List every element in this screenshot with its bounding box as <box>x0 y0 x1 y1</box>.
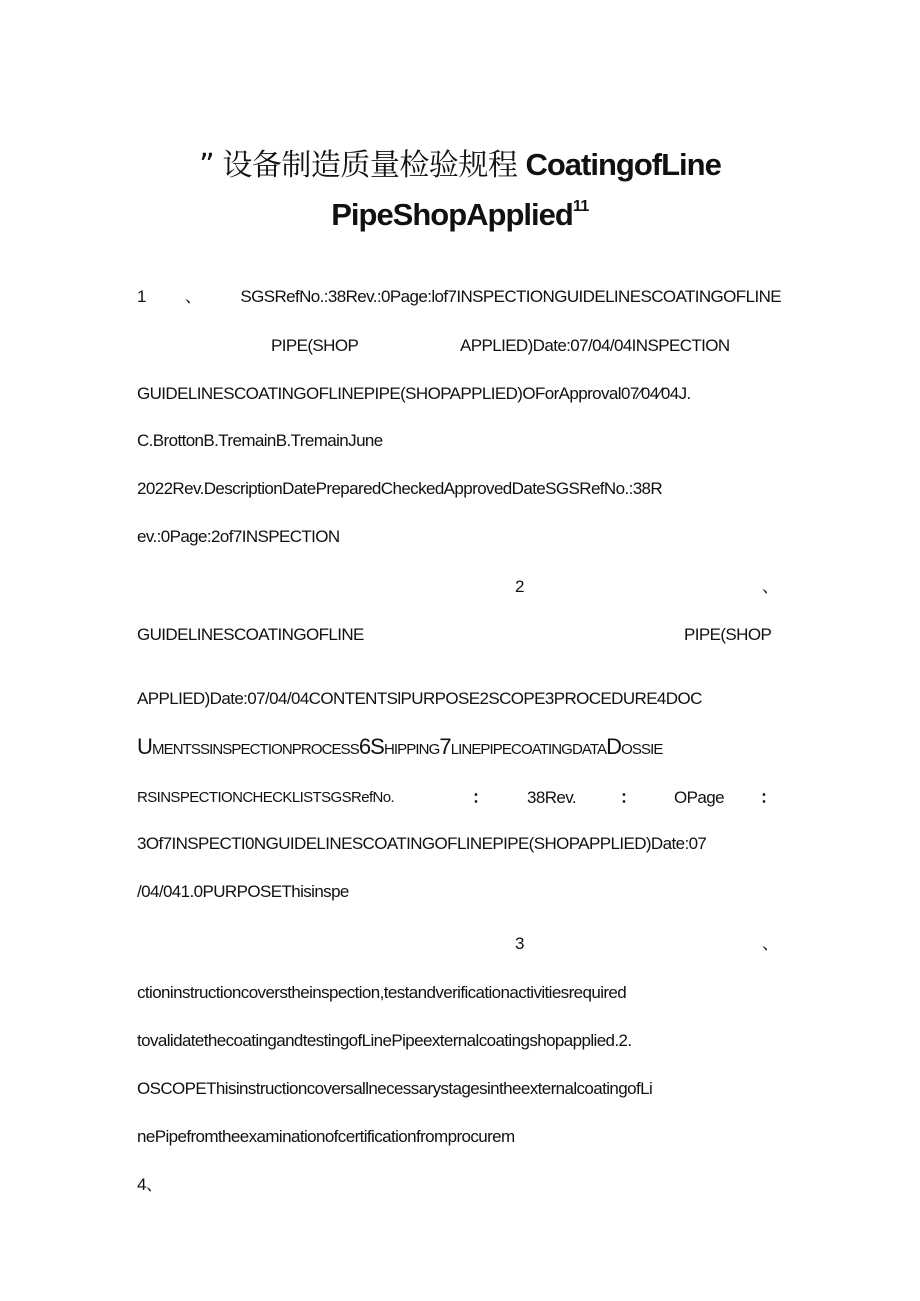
body-line-14: tovalidatethecoatingandtestingofLinePipeexternalcoatingshopapplied.2. <box>137 1031 632 1050</box>
body-line-10a: RSINSPECTIONCHECKLISTSGSRefNo. <box>137 789 395 806</box>
body-line-9: UMENTSSINSPECTIONPROCESS6SHIPPING7LINEPIPECOATINGDATADOSSIE <box>137 734 663 759</box>
body-line-11: 3Of7INSPECTI0NGUIDELINESCOATINGOFLINEPIPE(SHOPAPPLIED)Date:07 <box>137 834 707 853</box>
body-line-2a: PIPE(SHOP <box>271 336 359 355</box>
body-line-16: nePipefromtheexaminationofcertificationfromprocurem <box>137 1127 515 1146</box>
title-chinese: 设备制造质量检验规程 <box>222 148 518 183</box>
document-title-line-2 <box>0 197 920 233</box>
section-marker-2-number: 2 <box>515 577 524 596</box>
document-title-line-1 <box>0 140 920 184</box>
body-line-2b: APPLIED)Date:07/04/04INSPECTION <box>460 336 730 355</box>
section-marker-3-number: 3 <box>515 934 524 953</box>
body-line-1: 1、SGSRefNo.:38Rev.:0Page:lof7INSPECTIONGUIDELINESCOATINGOFLINE <box>137 287 781 306</box>
body-line-8: APPLIED)Date:07/04/04CONTENTSlPURPOSE2SCOPE3PROCEDURE4DOC <box>137 689 702 708</box>
title-english-2: PipeShopApplied <box>331 197 573 232</box>
body-line-10-colon-3: ： <box>760 788 777 807</box>
body-line-7a: GUIDELINESCOATINGOFLINE <box>137 625 364 644</box>
body-line-15: OSCOPEThisinstructioncoversallnecessarystagesintheexternalcoatingofLi <box>137 1079 653 1098</box>
body-line-10-colon-1: ： <box>472 788 489 807</box>
section-marker-3-separator: 、 <box>762 934 779 953</box>
body-line-12: /04/041.0PURPOSEThisinspe <box>137 882 349 901</box>
body-line-6: ev.:0Page:2of7INSPECTION <box>137 527 340 546</box>
body-line-3: GUIDELINESCOATINGOFLINEPIPE(SHOPAPPLIED)OForApproval07⁄04⁄04J. <box>137 384 691 403</box>
body-line-10b: 38Rev. <box>527 788 577 807</box>
title-english-1: CoatingofLine <box>525 147 721 182</box>
body-line-13: ctioninstructioncoverstheinspection,testandverificationactivitiesrequired <box>137 983 627 1002</box>
title-superscript: 11 <box>572 198 589 215</box>
section-marker-4: 4、 <box>137 1175 163 1194</box>
body-line-5: 2022Rev.DescriptionDatePreparedCheckedApprovedDateSGSRefNo.:38R <box>137 479 663 498</box>
body-line-4: C.BrottonB.TremainB.TremainJune <box>137 431 383 450</box>
title-quote: ” <box>199 148 215 183</box>
body-line-7b: PIPE(SHOP <box>684 625 772 644</box>
body-line-10c: OPage <box>674 788 724 807</box>
section-marker-2-separator: 、 <box>762 577 779 596</box>
body-line-10-colon-2: ： <box>620 788 637 807</box>
